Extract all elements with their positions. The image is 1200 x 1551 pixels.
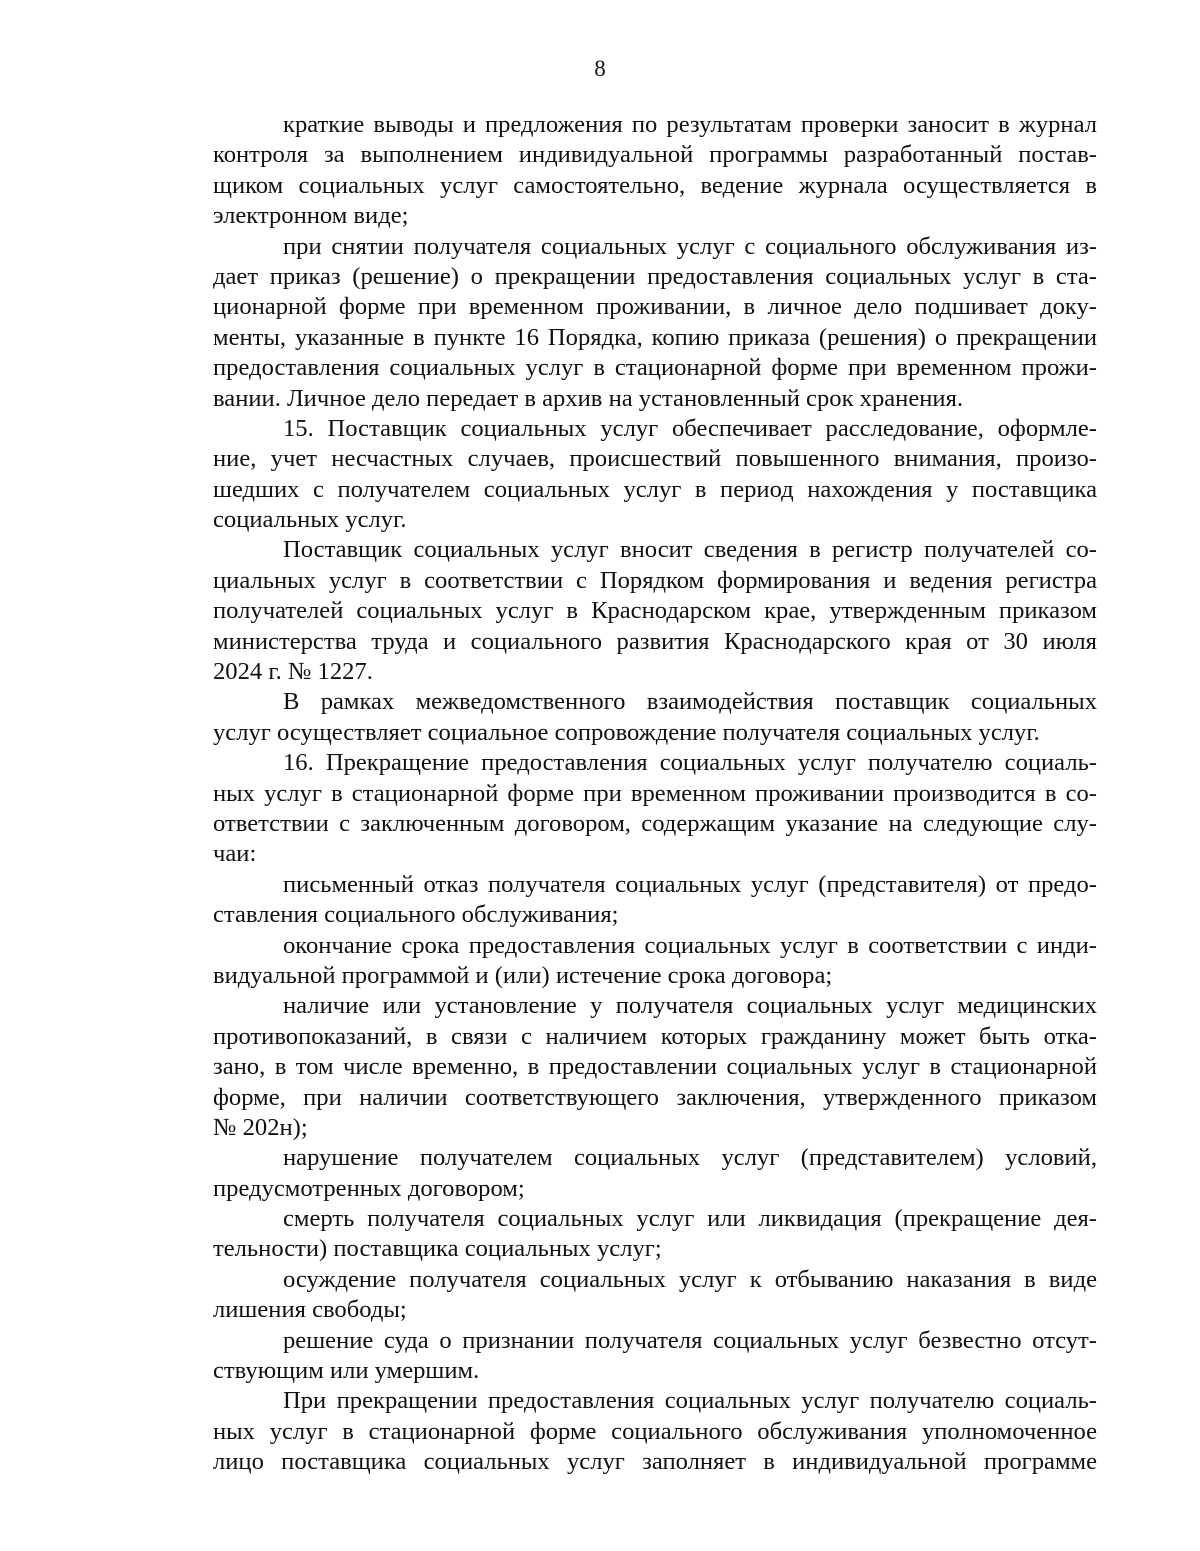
text-line: ционарной форме при временном проживании, в личное дело подшивает доку- [213, 293, 1097, 321]
text-line: лишения свободы; [213, 1296, 407, 1324]
paragraph [213, 687, 1097, 748]
text-line: осуждение получателя социальных услуг к отбыванию наказания в виде [283, 1265, 1097, 1293]
paragraph [213, 931, 1097, 992]
document-body [213, 110, 1097, 1478]
text-line: социальных услуг. [213, 506, 407, 534]
text-line: ние, учет несчастных случаев, происшествий повышенного внимания, произо- [213, 445, 1097, 473]
paragraph [213, 1143, 1097, 1204]
text-line: 16. Прекращение предоставления социальных услуг получателю социаль- [283, 749, 1097, 777]
text-line: краткие выводы и предложения по результатам проверки заносит в журнал [283, 111, 1097, 138]
paragraph [213, 991, 1097, 1143]
text-line: лицо поставщика социальных услуг заполняет в индивидуальной программе [213, 1448, 1097, 1476]
paragraph [213, 870, 1097, 931]
text-line: письменный отказ получателя социальных услуг (представителя) от предо- [283, 870, 1097, 898]
text-line: дает приказ (решение) о прекращении предоставления социальных услуг в ста- [213, 262, 1097, 290]
paragraph [213, 1386, 1097, 1477]
text-line: ных услуг в стационарной форме при временном проживании производится в со- [213, 779, 1097, 807]
paragraph [213, 535, 1097, 687]
paragraph [213, 1265, 1097, 1326]
text-line: окончание срока предоставления социальных услуг в соответствии с инди- [283, 931, 1097, 959]
text-line: наличие или установление у получателя социальных услуг медицинских [283, 992, 1097, 1020]
text-line: ствующим или умершим. [213, 1357, 480, 1385]
text-line: ответствии с заключенным договором, содержащим указание на следующие слу- [213, 809, 1097, 837]
text-line: 2024 г. № 1227. [213, 658, 373, 686]
text-line: услуг осуществляет социальное сопровождение получателя социальных услуг. [213, 718, 1040, 746]
text-line: форме, при наличии соответствующего заключения, утвержденного приказом [213, 1083, 1097, 1111]
paragraph [213, 1326, 1097, 1387]
text-line: 15. Поставщик социальных услуг обеспечивает расследование, оформле- [283, 414, 1097, 442]
text-line: при снятии получателя социальных услуг с социального обслуживания из- [283, 232, 1097, 260]
text-line: тельности) поставщика социальных услуг; [213, 1235, 662, 1263]
text-line: вании. Личное дело передает в архив на установленный срок хранения. [213, 384, 964, 412]
text-line: зано, в том числе временно, в предоставлении социальных услуг в стационарной [213, 1053, 1097, 1081]
text-line: контроля за выполнением индивидуальной программы разработанный постав- [213, 141, 1097, 169]
text-line: предусмотренных договором; [213, 1174, 525, 1202]
text-line: ных услуг в стационарной форме социального обслуживания уполномоченное [213, 1417, 1097, 1445]
text-line: электронном виде; [213, 202, 409, 230]
text-line: противопоказаний, в связи с наличием которых гражданину может быть отка- [213, 1022, 1097, 1050]
text-line: нарушение получателем социальных услуг (представителем) условий, [283, 1144, 1097, 1172]
text-line: министерства труда и социального развития Краснодарского края от 30 июля [213, 627, 1097, 655]
text-line: предоставления социальных услуг в стационарной форме при временном прожи- [213, 354, 1097, 382]
text-line: шедших с получателем социальных услуг в период нахождения у поставщика [213, 475, 1097, 503]
text-line: № 202н); [213, 1113, 308, 1141]
text-line: видуальной программой и (или) истечение срока договора; [213, 961, 833, 989]
text-line: смерть получателя социальных услуг или ликвидация (прекращение дея- [283, 1205, 1097, 1233]
text-line: решение суда о признании получателя социальных услуг безвестно отсут- [283, 1326, 1097, 1354]
text-line: При прекращении предоставления социальных услуг получателю социаль- [283, 1387, 1097, 1415]
paragraph [213, 1204, 1097, 1265]
text-line: Поставщик социальных услуг вносит сведения в регистр получателей со- [283, 536, 1097, 564]
paragraph [213, 110, 1097, 232]
page-number: 8 [594, 56, 606, 81]
text-line: менты, указанные в пункте 16 Порядка, копию приказа (решения) о прекращении [213, 323, 1097, 351]
text-line: циальных услуг в соответствии с Порядком формирования и ведения регистра [213, 566, 1097, 594]
text-line: В рамках межведомственного взаимодействия поставщик социальных [283, 688, 1097, 716]
paragraph [213, 232, 1097, 414]
text-line: щиком социальных услуг самостоятельно, ведение журнала осуществляется в [213, 171, 1097, 199]
text-line: чаи: [213, 840, 257, 868]
paragraph [213, 748, 1097, 870]
paragraph [213, 414, 1097, 536]
text-line: ставления социального обслуживания; [213, 901, 619, 929]
text-line: получателей социальных услуг в Краснодарском крае, утвержденным приказом [213, 597, 1097, 625]
